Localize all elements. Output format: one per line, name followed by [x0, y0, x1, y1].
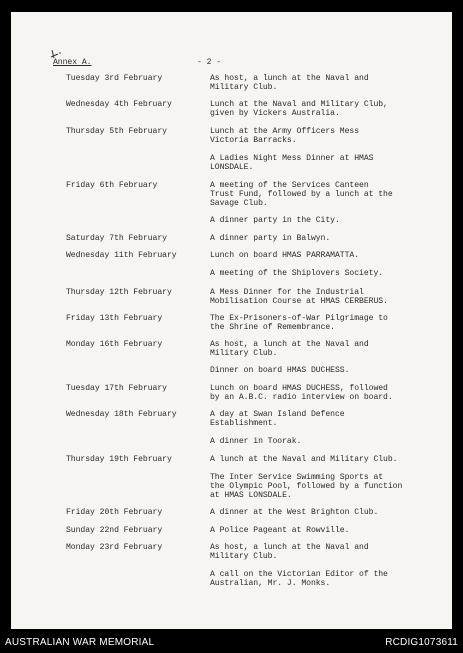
schedule-event: The Inter Service Swimming Sports at the Olympic Pool, followed by a function at HMAS LONSDALE.	[210, 473, 403, 500]
schedule-date: Friday 6th February	[66, 181, 158, 190]
schedule-event: A call on the Victorian Editor of the Australian, Mr. J. Monks.	[210, 570, 388, 588]
schedule-event: A Police Pageant at Rowville.	[210, 526, 350, 535]
schedule-date: Wednesday 18th February	[66, 410, 177, 419]
schedule-date: Friday 20th February	[66, 508, 163, 517]
schedule-event: The Ex-Prisoners-of-War Pilgrimage to the Shrine of Remembrance.	[210, 314, 388, 332]
schedule-date: Monday 16th February	[66, 340, 163, 349]
schedule-event: A dinner party in Balwyn.	[210, 234, 331, 243]
schedule-date: Friday 13th February	[66, 314, 163, 323]
schedule-event: Lunch on board HMAS PARRAMATTA.	[210, 251, 360, 260]
schedule-event: A dinner in Toorak.	[210, 437, 302, 446]
schedule-event: Dinner on board HMAS DUCHESS.	[210, 366, 350, 375]
schedule-event: A lunch at the Naval and Military Club.	[210, 455, 398, 464]
schedule-date: Thursday 5th February	[66, 127, 167, 136]
schedule-event: As host, a lunch at the Naval and Military Club.	[210, 74, 369, 92]
schedule-event: A meeting of the Shiplovers Society.	[210, 269, 384, 278]
document-page	[11, 12, 452, 629]
schedule-date: Monday 23rd February	[66, 543, 163, 552]
footer-archive-label: AUSTRALIAN WAR MEMORIAL	[5, 637, 155, 648]
footer-bar	[0, 633, 463, 653]
schedule-event: A dinner party in the City.	[210, 216, 340, 225]
schedule-event: A Mess Dinner for the Industrial Mobilisation Course at HMAS CERBERUS.	[210, 288, 388, 306]
schedule-event: A dinner at the West Brighton Club.	[210, 508, 379, 517]
page-number: - 2 -	[197, 58, 222, 67]
annex-label: Annex A.	[53, 58, 92, 67]
schedule-date: Wednesday 4th February	[66, 100, 172, 109]
schedule-event: As host, a lunch at the Naval and Military Club.	[210, 543, 369, 561]
schedule-event: A meeting of the Services Canteen Trust Fund, followed by a lunch at the Savage Club.	[210, 181, 393, 208]
footer-record-id: RCDIG1073611	[385, 637, 458, 648]
schedule-date: Sunday 22nd February	[66, 526, 163, 535]
schedule-date: Wednesday 11th February	[66, 251, 177, 260]
schedule-event: A Ladies Night Mess Dinner at HMAS LONSDALE.	[210, 154, 374, 172]
schedule-date: Thursday 19th February	[66, 455, 172, 464]
schedule-event: Lunch at the Naval and Military Club, given by Vickers Australia.	[210, 100, 388, 118]
schedule-date: Saturday 7th February	[66, 234, 167, 243]
schedule-event: A day at Swan Island Defence Establishment.	[210, 410, 345, 428]
schedule-date: Tuesday 3rd February	[66, 74, 163, 83]
schedule-date: Tuesday 17th February	[66, 384, 167, 393]
schedule-event: As host, a lunch at the Naval and Military Club.	[210, 340, 369, 358]
schedule-date: Thursday 12th February	[66, 288, 172, 297]
schedule-event: Lunch at the Army Officers Mess Victoria Barracks.	[210, 127, 360, 145]
schedule-event: Lunch on board HMAS DUCHESS, followed by an A.B.C. radio interview on board.	[210, 384, 393, 402]
